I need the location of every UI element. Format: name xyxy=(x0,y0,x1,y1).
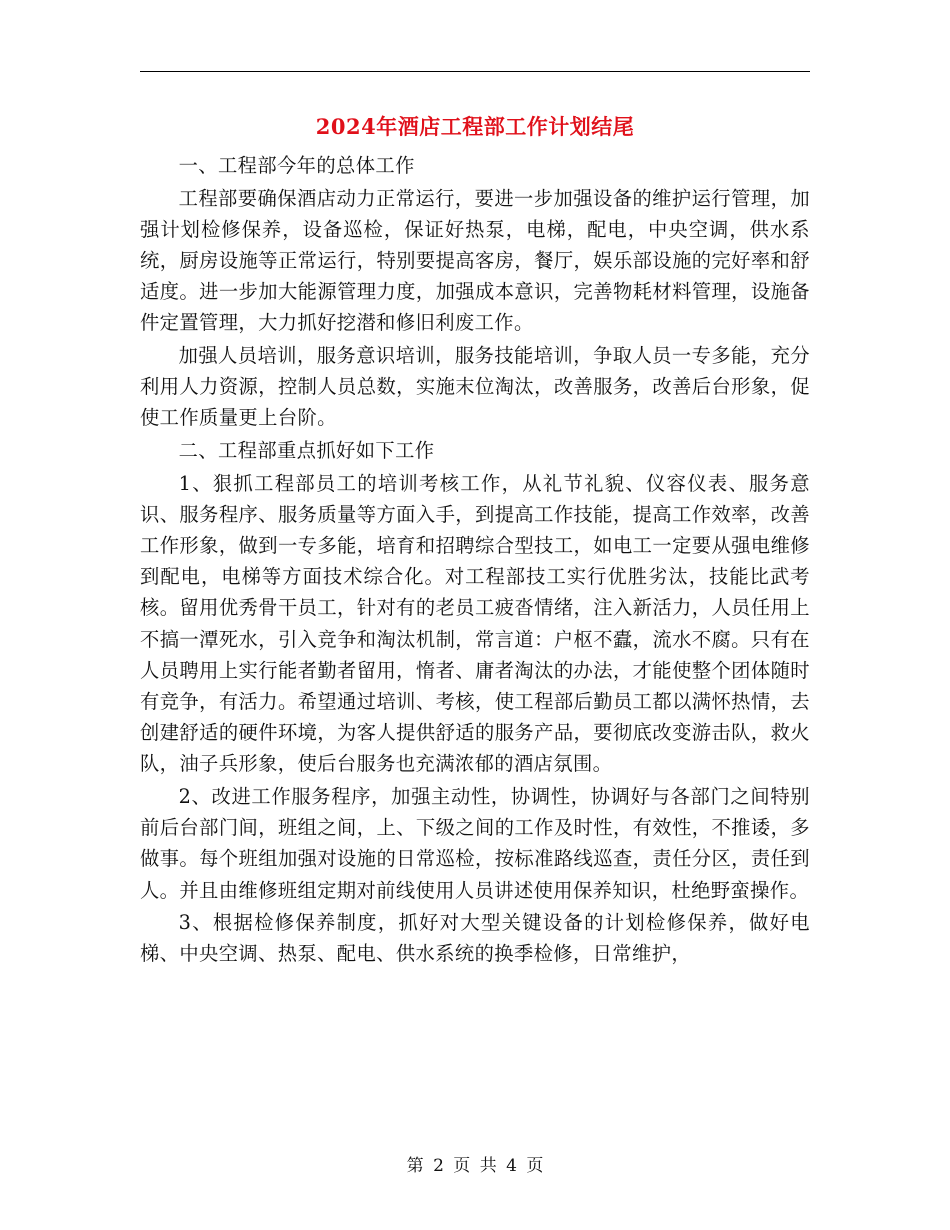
paragraph: 工程部要确保酒店动力正常运行，要进一步加强设备的维护运行管理，加强计划检修保养，设备巡检，保证好热泵，电梯，配电，中央空调，供水系统，厨房设施等正常运行，特别要提高客房，餐厅，娱乐部设施的完好率和舒适度。进一步加大能源管理力度，加强成本意识，完善物耗材料管理，设施备件定置管理，大力抓好挖潜和修旧利废工作。 xyxy=(140,186,810,335)
paragraph: 3、根据检修保养制度，抓好对大型关键设备的计划检修保养，做好电梯、中央空调、热泵、配电、供水系统的换季检修，日常维护， xyxy=(140,911,810,966)
paragraph: 2、改进工作服务程序，加强主动性，协调性，协调好与各部门之间特别前后台部门间，班组之间，上、下级之间的工作及时性，有效性，不推诿，多做事。每个班组加强对设施的日常巡检，按标准路线巡查，责任分区，责任到人。并且由维修班组定期对前线使用人员讲述使用保养知识，杜绝野蛮操作。 xyxy=(140,785,810,902)
paragraph: 加强人员培训，服务意识培训，服务技能培训，争取人员一专多能，充分利用人力资源，控制人员总数，实施末位淘汰，改善服务，改善后台形象，促使工作质量更上台阶。 xyxy=(140,344,810,430)
header-rule xyxy=(140,71,810,72)
section-heading-1: 一、工程部今年的总体工作 xyxy=(178,154,415,177)
document-title: 2024年酒店工程部工作计划结尾 xyxy=(315,114,635,139)
section-heading-2: 二、工程部重点抓好如下工作 xyxy=(178,439,435,462)
page-number-footer: 第 2 页 共 4 页 xyxy=(406,1156,544,1176)
paragraph: 1、狠抓工程部员工的培训考核工作，从礼节礼貌、仪容仪表、服务意识、服务程序、服务质量等方面入手，到提高工作技能，提高工作效率，改善工作形象，做到一专多能，培育和招聘综合型技工，如电工一定要从强电维修到配电，电梯等方面技术综合化。对工程部技工实行优胜劣汰，技能比武考核。留用优秀骨干员工，针对有的老员工疲沓情绪，注入新活力，人员任用上不搞一潭死水，引入竞争和淘汰机制，常言道：户枢不蠹，流水不腐。只有在人员聘用上实行能者勤者留用，惰者、庸者淘汰的办法，才能使整个团体随时有竞争，有活力。希望通过培训、考核，使工程部后勤员工都以满怀热情，去创建舒适的硬件环境，为客人提供舒适的服务产品，要彻底改变游击队，救火队，油子兵形象，使后台服务也充满浓郁的酒店氛围。 xyxy=(140,471,810,776)
document-body xyxy=(140,150,810,971)
